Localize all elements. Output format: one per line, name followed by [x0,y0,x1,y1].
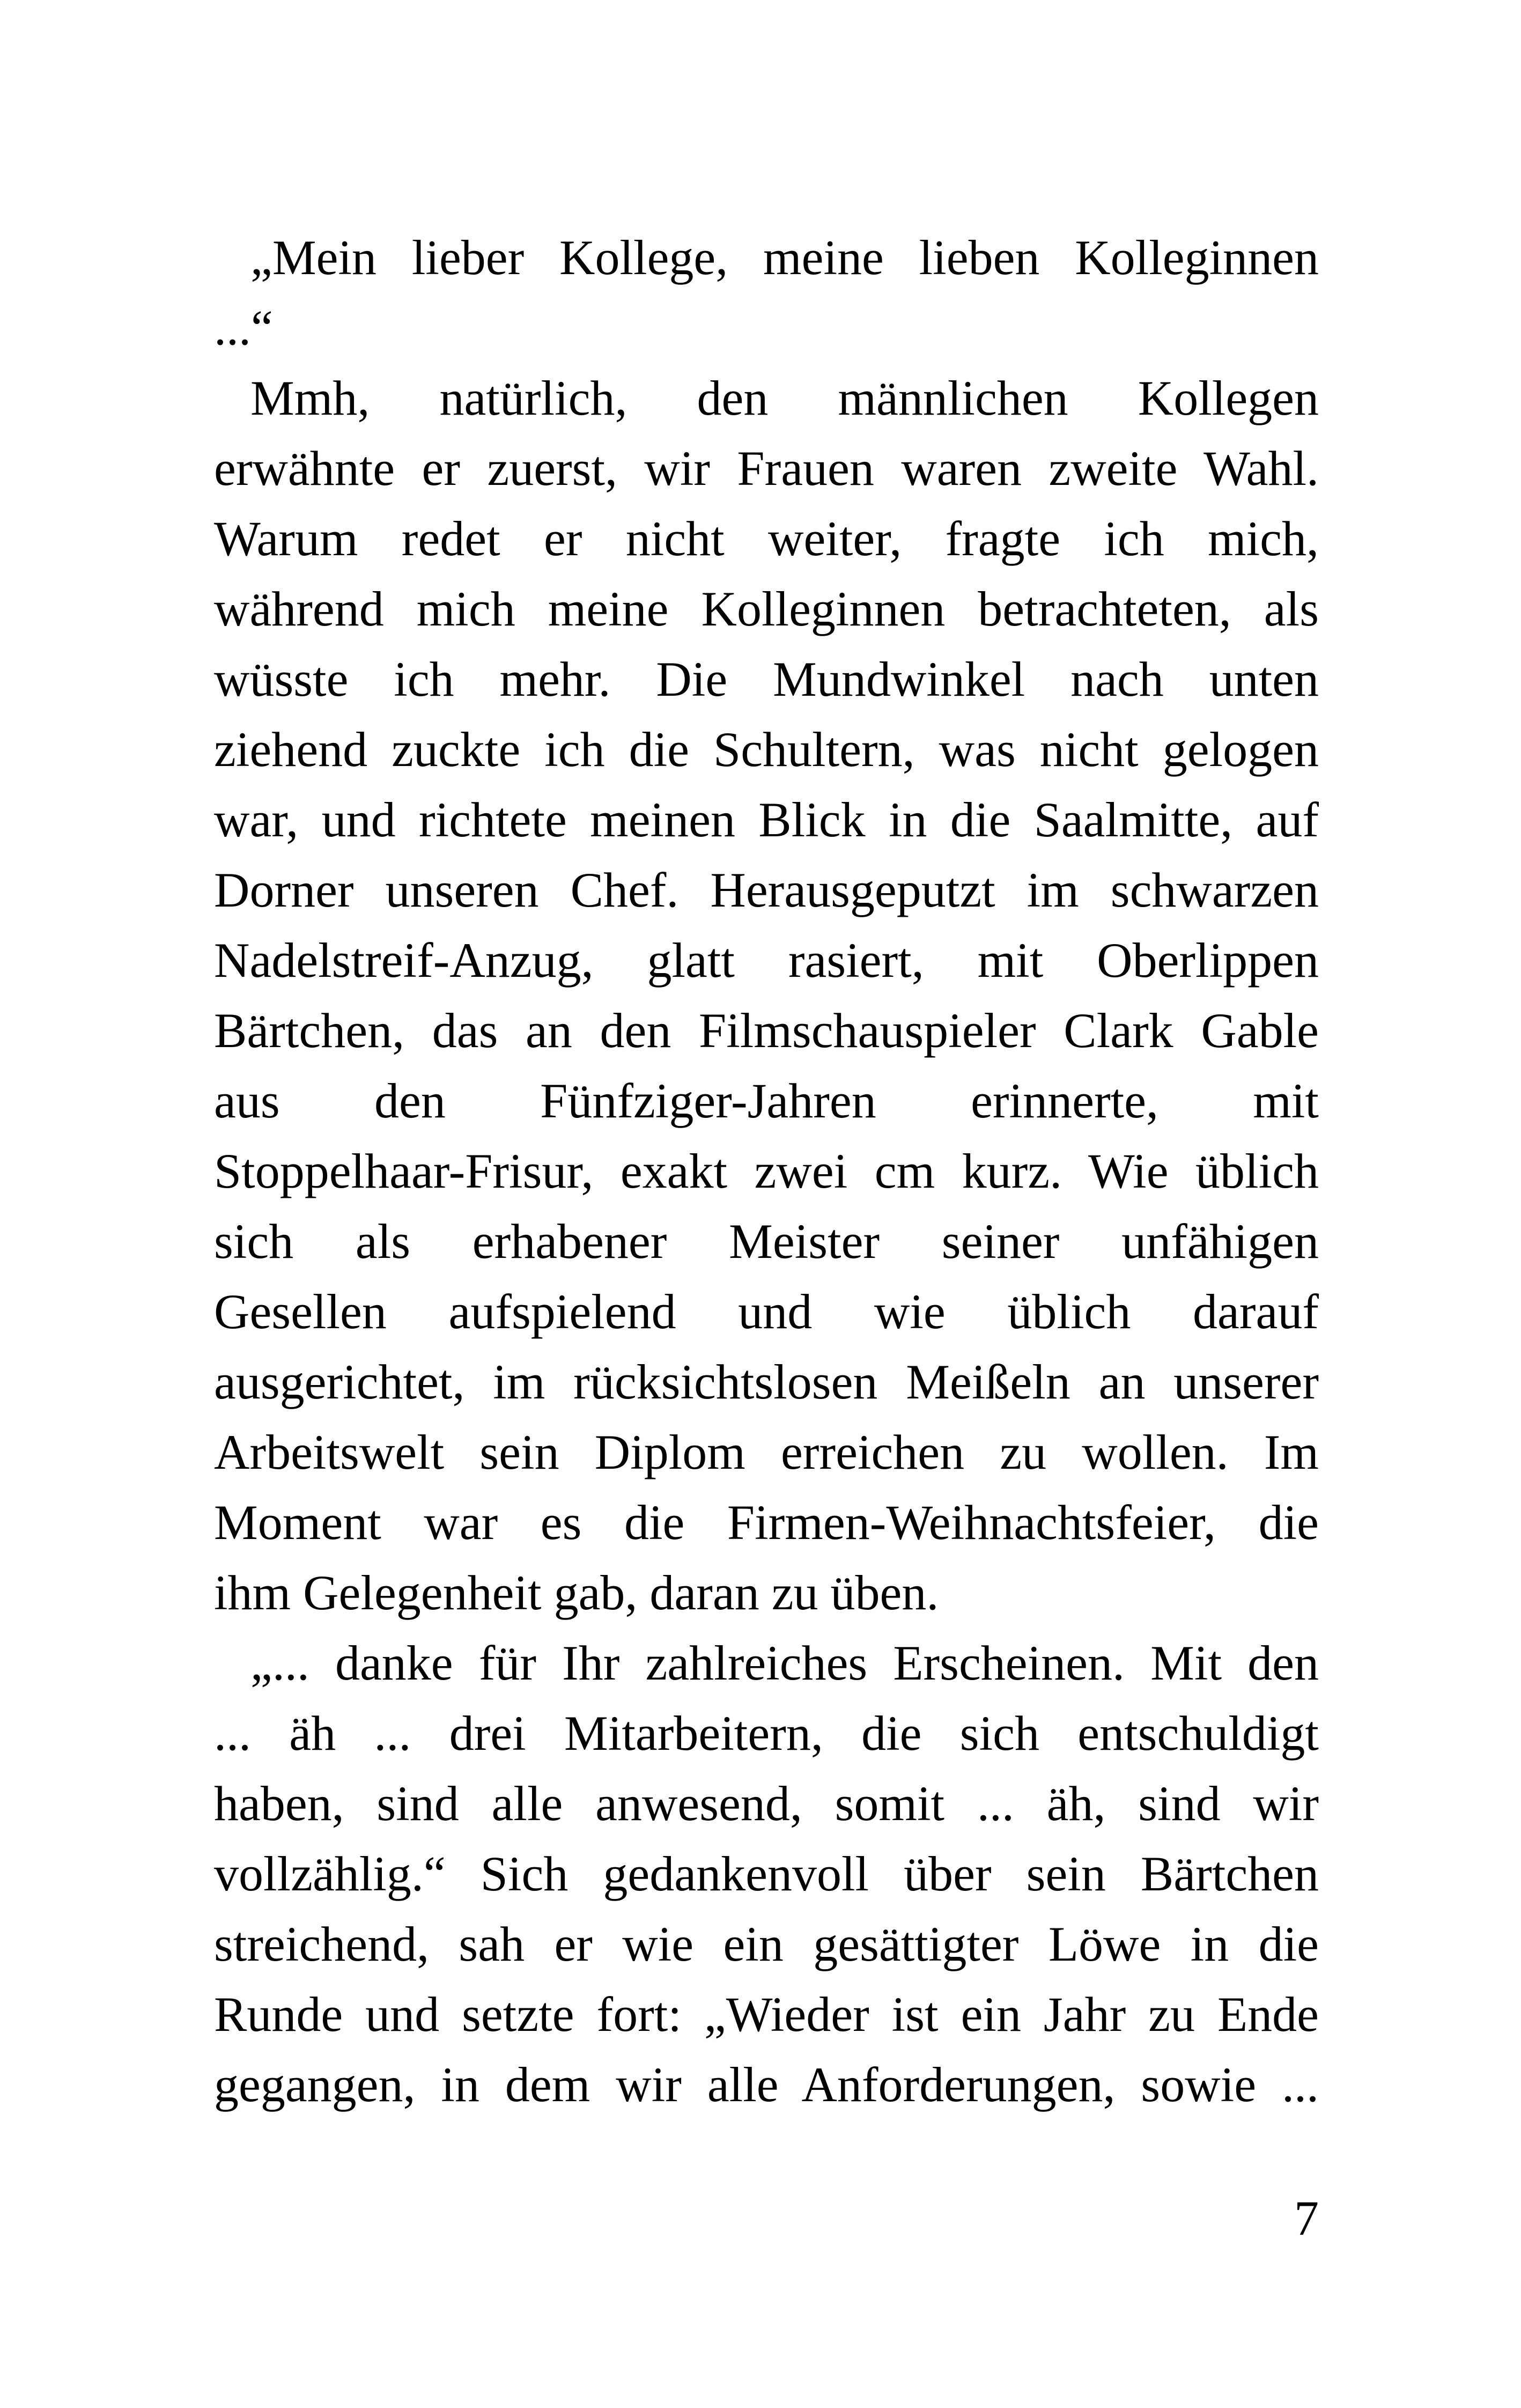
text-line: sich als erhabener Meister seiner unfähigen [214,1214,1319,1269]
text-line: Bärtchen, das an den Filmschauspieler Clark Gable [214,1003,1319,1058]
text-line: während mich meine Kolleginnen betrachteten, als [214,581,1319,636]
text-line: Nadelstreif-Anzug, glatt rasiert, mit Oberlippen [214,933,1319,988]
text-line: ...“ [214,300,273,355]
text-line: aus den Fünfziger-Jahren erinnerte, mit [214,1073,1319,1128]
text-line: Runde und setzte fort: „Wieder ist ein Jahr zu Ende [214,1987,1319,2042]
text-line: Mmh, natürlich, den männlichen Kollegen [250,371,1319,425]
text-line: Gesellen aufspielend und wie üblich darauf [214,1284,1319,1339]
text-line: vollzählig.“ Sich gedankenvoll über sein Bärtchen [214,1846,1319,1901]
text-line: Moment war es die Firmen-Weihnachtsfeier, die [214,1495,1319,1550]
text-line: streichend, sah er wie ein gesättigter Löwe in die [214,1917,1319,1971]
text-line: Stoppelhaar-Frisur, exakt zwei cm kurz. Wie üblich [214,1144,1319,1198]
text-line: ausgerichtet, im rücksichtslosen Meißeln an unserer [214,1354,1319,1409]
text-line: Arbeitswelt sein Diplom erreichen zu wollen. Im [214,1425,1319,1479]
text-line: erwähnte er zuerst, wir Frauen waren zweite Wahl. [214,441,1319,496]
page-number: 7 [1294,2191,1319,2245]
text-line: Warum redet er nicht weiter, fragte ich mich, [214,511,1319,566]
text-line: Dorner unseren Chef. Herausgeputzt im schwarzen [214,863,1319,917]
text-line: wüsste ich mehr. Die Mundwinkel nach unten [214,652,1319,706]
body-text [214,223,1319,2120]
text-line: „... danke für Ihr zahlreiches Erscheinen. Mit den [250,1636,1319,1690]
text-line: war, und richtete meinen Blick in die Saalmitte, auf [214,792,1319,847]
text-line: haben, sind alle anwesend, somit ... äh, sind wir [214,1776,1319,1831]
text-line: ... äh ... drei Mitarbeitern, die sich entschuldigt [214,1706,1319,1761]
text-line: ihm Gelegenheit gab, daran zu üben. [214,1565,939,1620]
text-line: „Mein lieber Kollege, meine lieben Kolleginnen [250,230,1319,285]
text-line: ziehend zuckte ich die Schultern, was nicht gelogen [214,722,1319,777]
text-line: gegangen, in dem wir alle Anforderungen, sowie ... [214,2057,1319,2112]
